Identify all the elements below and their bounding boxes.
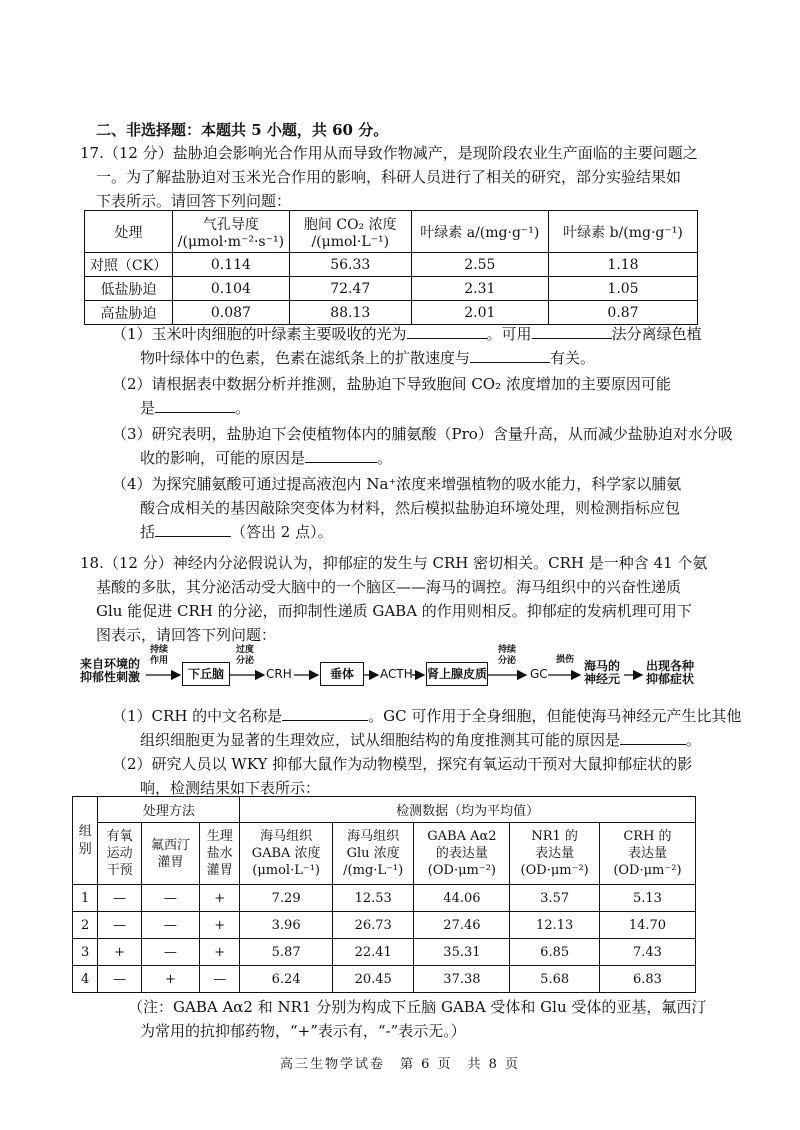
q18-p1-text-a: （1）CRH 的中文名称是	[112, 707, 283, 725]
q18-th-m1-l1: 灌胃	[157, 854, 184, 870]
q18-th-d2-l1: 的表达量	[435, 846, 488, 861]
page-footer: 高三生物学试卷 第 6 页 共 8 页	[279, 1057, 521, 1072]
q17-p3-line2	[140, 447, 392, 469]
q17-th-stomatal	[173, 211, 290, 253]
q18-cell: 5.68	[510, 966, 599, 993]
flow-box-pituitary: 垂体	[320, 662, 364, 686]
flow-source-line2: 抑郁性刺激	[80, 670, 141, 684]
q17-th-co2-label: 胞间 CO₂ 浓度	[303, 216, 397, 233]
q18-th-method-fluoxetine	[141, 823, 199, 885]
q18-th-d0-l1: GABA 浓度	[251, 846, 321, 861]
q18-th-d3-l2: (OD·μm⁻²)	[520, 863, 589, 878]
q18-th-m1-l0: 氟西汀	[150, 837, 190, 853]
q17-p2-text-b: 。	[235, 399, 251, 417]
q17-cell: 2.01	[411, 301, 548, 325]
q17-th-chl-a: 叶绿素 a/(mg·g⁻¹)	[411, 211, 548, 253]
q18-p2-line2: 响，检测结果如下表所示：	[140, 779, 321, 797]
q18-cell: 7.29	[240, 885, 333, 912]
flow-label-excess	[236, 645, 254, 667]
q17-th-treatment: 处理	[85, 211, 173, 253]
flow-hippocampus	[584, 660, 620, 686]
q18-p1-line1	[112, 705, 741, 727]
flow-gc: GC	[530, 667, 548, 681]
q18-th-m2-l1: 盐水	[206, 846, 233, 861]
q18-th-d0-l0: 海马组织	[260, 829, 313, 844]
q17-cell: 2.31	[411, 277, 548, 301]
flow-crh: CRH	[266, 667, 292, 681]
q18-th-method-exercise	[98, 823, 141, 885]
q18-th-m0-l1: 运动	[106, 846, 133, 861]
q17-cell: 88.13	[289, 301, 411, 325]
flow-label-sustained-2	[498, 645, 516, 667]
q18-cell: —	[141, 912, 199, 939]
q17-p1-text-a: （1）玉米叶肉细胞的叶绿素主要吸收的光为	[112, 325, 407, 343]
q18-cell: 3.96	[240, 912, 333, 939]
answer-blank[interactable]	[155, 398, 235, 413]
q18-th-d1-l0: 海马组织	[347, 829, 400, 844]
q18-p1-text-b: 。GC 可作用于全身细胞，但能使海马神经元产生比其他	[368, 707, 742, 725]
flow-hippocampus-line1: 海马的	[584, 659, 621, 673]
flow-source	[80, 658, 140, 684]
answer-blank[interactable]	[532, 324, 612, 339]
q18-cell: 12.53	[332, 885, 413, 912]
q18-cell: +	[141, 966, 199, 993]
q18-note-line2: 为常用的抗抑郁药物，“+”表示有，“-”表示无。）	[140, 1022, 466, 1040]
flow-symptoms-line1: 出现各种	[646, 659, 695, 673]
q18-th-d4-l0: CRH 的	[623, 829, 672, 844]
q18-cell: 20.45	[332, 966, 413, 993]
q18-th-d2-l2: (OD·μm⁻²)	[427, 863, 497, 878]
q18-th-m2-l2: 灌胃	[206, 863, 233, 878]
q18-cell: 27.46	[414, 912, 510, 939]
q18-cell: 12.13	[510, 912, 599, 939]
q18-p1-line2	[140, 729, 701, 751]
q18-cell: +	[98, 939, 141, 966]
q18-cell: +	[200, 885, 240, 912]
q18-cell: 2	[73, 912, 98, 939]
q17-th-chl-b: 叶绿素 b/(mg·g⁻¹)	[548, 211, 697, 253]
answer-blank[interactable]	[407, 324, 487, 339]
q18-th-d1-l1: Glu 浓度	[346, 846, 400, 861]
q18-cell: 4	[73, 966, 98, 993]
q18-cell: 37.38	[414, 966, 510, 993]
q17-table	[84, 210, 698, 325]
q18-th-d3-l0: NR1 的	[531, 829, 578, 844]
q18-intro-line4: 图表示，请回答下列问题：	[96, 626, 277, 644]
q18-intro-line3: Glu 能促进 CRH 的分泌，而抑制性递质 GABA 的作用则相反。抑郁症的发病机理可用下	[96, 602, 692, 620]
q17-cell: 0.087	[173, 301, 290, 325]
q18-p1-text-d: 。	[686, 731, 702, 749]
q18-th-data: 检测数据（均为平均值）	[240, 797, 696, 823]
q18-cell: —	[98, 912, 141, 939]
q18-table-row	[73, 885, 696, 912]
answer-blank[interactable]	[305, 448, 377, 463]
q18-cell: 6.85	[510, 939, 599, 966]
q17-cell: 低盐胁迫	[85, 277, 173, 301]
q17-p2-line1: （2）请根据表中数据分析并推测，盐胁迫下导致胞间 CO₂ 浓度增加的主要原因可能	[112, 375, 671, 393]
q18-note-line1: （注：GABA Aα2 和 NR1 分别为构成下丘脑 GABA 受体和 Glu 受体的亚基，氟西汀	[128, 998, 707, 1016]
q17-th-co2	[289, 211, 411, 253]
q18-th-d2-l0: GABA Aα2	[427, 829, 497, 844]
q18-th-method-saline	[200, 823, 240, 885]
answer-blank[interactable]	[282, 706, 368, 721]
q18-p2-line1: （2）研究人员以 WKY 抑郁大鼠作为动物模型，探究有氧运动干预对大鼠抑郁症状的影	[112, 755, 693, 773]
q18-th-group	[73, 797, 98, 885]
flow-label-sustained-1: 持续	[150, 645, 169, 655]
q18-cell: 1	[73, 885, 98, 912]
q17-p2-line2	[140, 397, 250, 419]
flow-label-damage: 损伤	[556, 655, 575, 665]
q18-p1-text-c: 组织细胞更为显著的生理效应，试从细胞结构的角度推测其可能的原因是	[140, 731, 621, 749]
answer-blank[interactable]	[620, 730, 686, 745]
q18-th-d4-l1: 表达量	[627, 846, 667, 861]
q17-th-stomatal-label: 气孔导度	[202, 216, 259, 233]
q17-p1-text-e: 有关。	[550, 349, 596, 367]
flow-label-sustained2-1: 持续	[498, 645, 517, 655]
q18-cell: 6.24	[240, 966, 333, 993]
q18-table-header-row2	[73, 823, 696, 885]
flow-box-adrenal: 肾上腺皮质	[426, 662, 488, 686]
q17-cell: 72.47	[289, 277, 411, 301]
q17-th-stomatal-unit: /(μmol·m⁻²·s⁻¹)	[177, 233, 285, 250]
q17-p4-text-b: （答出 2 点）。	[231, 523, 333, 541]
q17-table-header-row	[85, 211, 698, 253]
q18-table-row	[73, 966, 696, 993]
flow-acth: ACTH	[380, 667, 413, 681]
q17-p4-line3	[140, 521, 333, 543]
q18-cell: 35.31	[414, 939, 510, 966]
q18-th-measure-crh	[599, 823, 695, 885]
q18-cell: 14.70	[599, 912, 695, 939]
q18-cell: 44.06	[414, 885, 510, 912]
q18-cell: —	[200, 966, 240, 993]
q17-table-row	[85, 277, 698, 301]
q17-p1-text-c: 法分离绿色植	[611, 325, 702, 343]
q18-th-d3-l1: 表达量	[535, 846, 575, 861]
q17-cell: 0.104	[173, 277, 290, 301]
q17-table-row	[85, 253, 698, 277]
q17-p1-line1	[112, 323, 702, 345]
q18-cell: 3.57	[510, 885, 599, 912]
q18-th-d0-l2: (μmol·L⁻¹)	[252, 863, 320, 878]
q18-th-measure-gaba	[240, 823, 333, 885]
q17-p3-text-b: 。	[377, 449, 393, 467]
q18-table-row	[73, 939, 696, 966]
q18-intro-line2: 基酸的多肽，其分泌活动受大脑中的一个脑区——海马的调控。海马组织中的兴奋性递质	[96, 578, 682, 596]
q18-cell: 3	[73, 939, 98, 966]
q17-cell: 0.114	[173, 253, 290, 277]
flow-label-excess-1: 过度	[236, 645, 255, 655]
q17-cell: 对照（CK）	[85, 253, 173, 277]
q17-cell: 1.05	[548, 277, 697, 301]
q18-table-row	[73, 912, 696, 939]
flow-label-secrete2: 分泌	[498, 656, 517, 666]
answer-blank[interactable]	[155, 522, 231, 537]
q18-th-m0-l0: 有氧	[106, 829, 133, 844]
q18-cell: 7.43	[599, 939, 695, 966]
q18-cell: 5.13	[599, 885, 695, 912]
answer-blank[interactable]	[470, 348, 550, 363]
q17-p3-text-a: 收的影响，可能的原因是	[140, 449, 306, 467]
flow-label-secrete: 分泌	[236, 656, 255, 666]
q18-cell: 5.87	[240, 939, 333, 966]
q18-th-measure-gabaa	[414, 823, 510, 885]
flow-label-act: 作用	[150, 656, 169, 666]
q17-p2-text-a: 是	[140, 399, 156, 417]
q18-cell: —	[141, 885, 199, 912]
q17-p4-line1: （4）为探究脯氨酸可通过提高液泡内 Na⁺浓度来增强植物的吸水能力，科学家以脯氨	[112, 475, 682, 493]
q18-table-header-row1	[73, 797, 696, 823]
q18-cell: 22.41	[332, 939, 413, 966]
flow-hippocampus-line2: 神经元	[584, 672, 621, 686]
q17-th-co2-unit: /(μmol·L⁻¹)	[311, 233, 390, 250]
q17-intro-line1: 17.（12 分）盐胁迫会影响光合作用从而导致作物减产，是现阶段农业生产面临的主要问题之	[80, 144, 698, 162]
q18-th-m2-l0: 生理	[206, 829, 233, 844]
q17-cell: 56.33	[289, 253, 411, 277]
q17-p4-text-a: 括	[140, 523, 156, 541]
q17-cell: 0.87	[548, 301, 697, 325]
flow-label-sustained	[150, 645, 168, 667]
flow-symptoms	[646, 660, 694, 686]
q17-intro-line2: 一。为了解盐胁迫对玉米光合作用的影响，科研人员进行了相关的研究，部分实验结果如	[96, 168, 682, 186]
q18-cell: 6.83	[599, 966, 695, 993]
q18-th-measure-nr1	[510, 823, 599, 885]
flow-source-line1: 来自环境的	[80, 657, 141, 671]
q18-th-group-2: 别	[78, 841, 92, 857]
q17-p1-line2	[140, 347, 595, 369]
q17-cell: 2.55	[411, 253, 548, 277]
q18-th-d1-l2: /(mg·L⁻¹)	[343, 863, 404, 878]
q18-cell: —	[98, 966, 141, 993]
q17-p1-text-b: 。可用	[486, 325, 532, 343]
q17-intro-line3: 下表所示。请回答下列问题：	[96, 192, 292, 210]
q18-cell: +	[200, 939, 240, 966]
section-heading: 二、非选择题：本题共 5 小题，共 60 分。	[96, 121, 389, 139]
q18-cell: +	[200, 912, 240, 939]
q17-cell: 高盐胁迫	[85, 301, 173, 325]
flow-box-hypothalamus: 下丘脑	[182, 662, 230, 686]
q17-p1-text-d: 物叶绿体中的色素，色素在滤纸条上的扩散速度与	[140, 349, 471, 367]
q18-th-d4-l2: (OD·μm⁻²)	[613, 863, 682, 878]
q18-th-group-1: 组	[78, 823, 92, 839]
q17-table-row	[85, 301, 698, 325]
q18-cell: —	[141, 939, 199, 966]
q18-cell: 26.73	[332, 912, 413, 939]
q18-cell: —	[98, 885, 141, 912]
q18-th-m0-l2: 干预	[106, 863, 133, 878]
q17-p3-line1: （3）研究表明，盐胁迫下会使植物体内的脯氨酸（Pro）含量升高，从而减少盐胁迫对水分吸	[112, 425, 733, 443]
q18-table	[72, 796, 696, 993]
q17-cell: 1.18	[548, 253, 697, 277]
q18-th-measure-glu	[332, 823, 413, 885]
flow-symptoms-line2: 抑郁症状	[646, 672, 695, 686]
q18-intro-line1: 18.（12 分）神经内分泌假说认为，抑郁症的发生与 CRH 密切相关。CRH 是一种含 41 个氨	[80, 554, 708, 572]
q17-p4-line2: 酸合成相关的基因敲除突变体为材料，然后模拟盐胁迫环境处理，则检测指标应包	[140, 499, 681, 517]
q18-th-methods: 处理方法	[98, 797, 240, 823]
